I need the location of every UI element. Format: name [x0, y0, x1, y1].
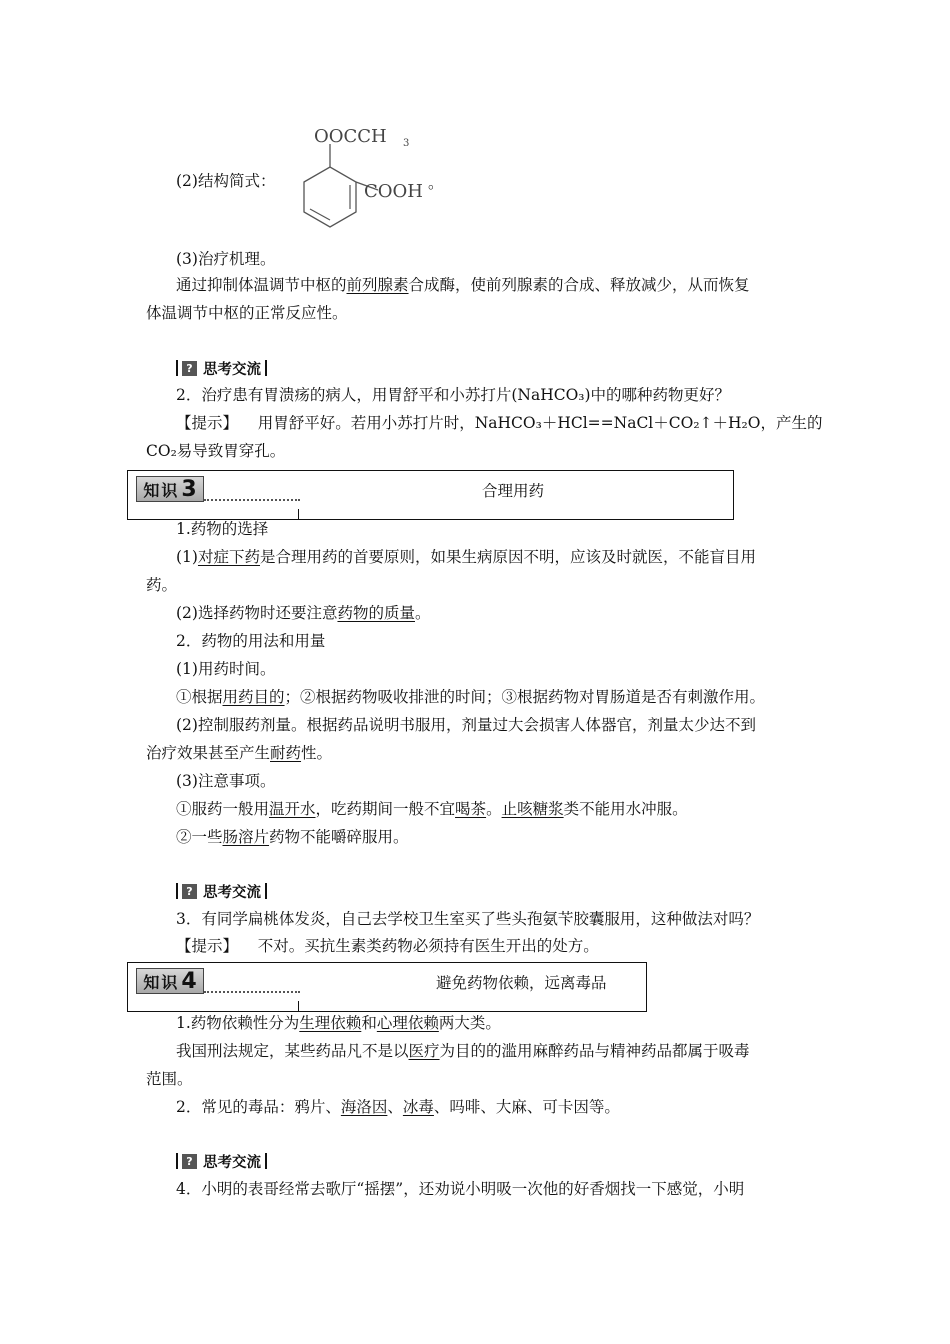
thinking-header: ? 思考交流	[176, 1150, 267, 1172]
k3-s2-3b: ②一些肠溶片药物不能嚼碎服用。	[176, 828, 409, 846]
thinking-header: ? 思考交流	[176, 357, 267, 379]
k3-s2-2-cont: 治疗效果甚至产生耐药性。	[146, 744, 333, 762]
k3-s2-2: (2)控制服药剂量。根据药品说明书服用，剂量过大会损害人体器官，剂量太少达不到	[176, 716, 756, 734]
k3-s2-3a: ①服药一般用温开水，吃药期间一般不宜喝茶。止咳糖浆类不能用水冲服。	[176, 800, 688, 818]
hint-2-cont: CO₂易导致胃穿孔。	[146, 442, 286, 460]
carboxyl-group: COOH	[364, 181, 423, 202]
k3-s1-1: (1)对症下药是合理用药的首要原则，如果生病原因不明，应该及时就医，不能盲目用	[176, 548, 756, 566]
k4-s1-2-cont: 范围。	[146, 1070, 193, 1088]
k3-s1-2: (2)选择药物时还要注意药物的质量。	[176, 604, 431, 622]
question-3: 3．有同学扁桃体发炎，自己去学校卫生室买了些头孢氨苄胶囊服用，这种做法对吗？	[176, 910, 760, 928]
knowledge-3-header	[127, 470, 734, 520]
acetoxy-subscript: 3	[403, 138, 410, 149]
structure-label: (2)结构简式：	[176, 172, 276, 190]
k4-s1: 1.药物依赖性分为生理依赖和心理依赖两大类。	[176, 1014, 501, 1032]
k3-s2: 2．药物的用法和用量	[176, 632, 326, 650]
knowledge-4-title: 避免药物依赖，远离毒品	[436, 974, 607, 992]
k3-s2-1a: ①根据用药目的；②根据药物吸收排泄的时间；③根据药物对胃肠道是否有刺激作用。	[176, 688, 766, 706]
mechanism-line-2: 体温调节中枢的正常反应性。	[146, 304, 348, 322]
hint-3: 【提示】 不对。买抗生素类药物必须持有医生开出的处方。	[176, 937, 599, 955]
k4-s1-2: 我国刑法规定，某些药品凡不是以医疗为目的的滥用麻醉药品与精神药品都属于吸毒	[176, 1042, 750, 1060]
k3-s1-1-cont: 药。	[146, 576, 178, 594]
aspirin-structure	[292, 120, 442, 245]
hint-2: 【提示】 用胃舒平好。若用小苏打片时，NaHCO₃＋HCl==NaCl＋CO₂↑＋H₂O，产生的	[176, 414, 823, 432]
knowledge-4-header	[127, 962, 647, 1012]
k3-s1: 1.药物的选择	[176, 520, 269, 538]
question-2: 2．治疗患有胃溃疡的病人，用胃舒平和小苏打片(NaHCO₃)中的哪种药物更好？	[176, 386, 731, 404]
mechanism-heading: (3)治疗机理。	[176, 250, 276, 268]
mechanism-line-1: 通过抑制体温调节中枢的前列腺素合成酶，使前列腺素的合成、释放减少，从而恢复	[176, 276, 750, 294]
question-icon: ?	[182, 884, 197, 899]
k3-s2-1: (1)用药时间。	[176, 660, 276, 678]
knowledge-3-title: 合理用药	[482, 482, 545, 500]
acetoxy-group: OOCCH	[314, 126, 387, 147]
k4-s2: 2．常见的毒品：鸦片、海洛因、冰毒、吗啡、大麻、可卡因等。	[176, 1098, 620, 1116]
question-icon: ?	[182, 1154, 197, 1169]
thinking-header: ? 思考交流	[176, 880, 267, 902]
question-4: 4．小明的表哥经常去歌厅“摇摆”，还劝说小明吸一次他的好香烟找一下感觉，小明	[176, 1180, 745, 1198]
knowledge-badge: 知识 3	[136, 476, 204, 502]
knowledge-badge: 知识 4	[136, 968, 204, 994]
k3-s2-3: (3)注意事项。	[176, 772, 276, 790]
question-icon: ?	[182, 361, 197, 376]
structure-end-mark: 。	[428, 174, 444, 192]
